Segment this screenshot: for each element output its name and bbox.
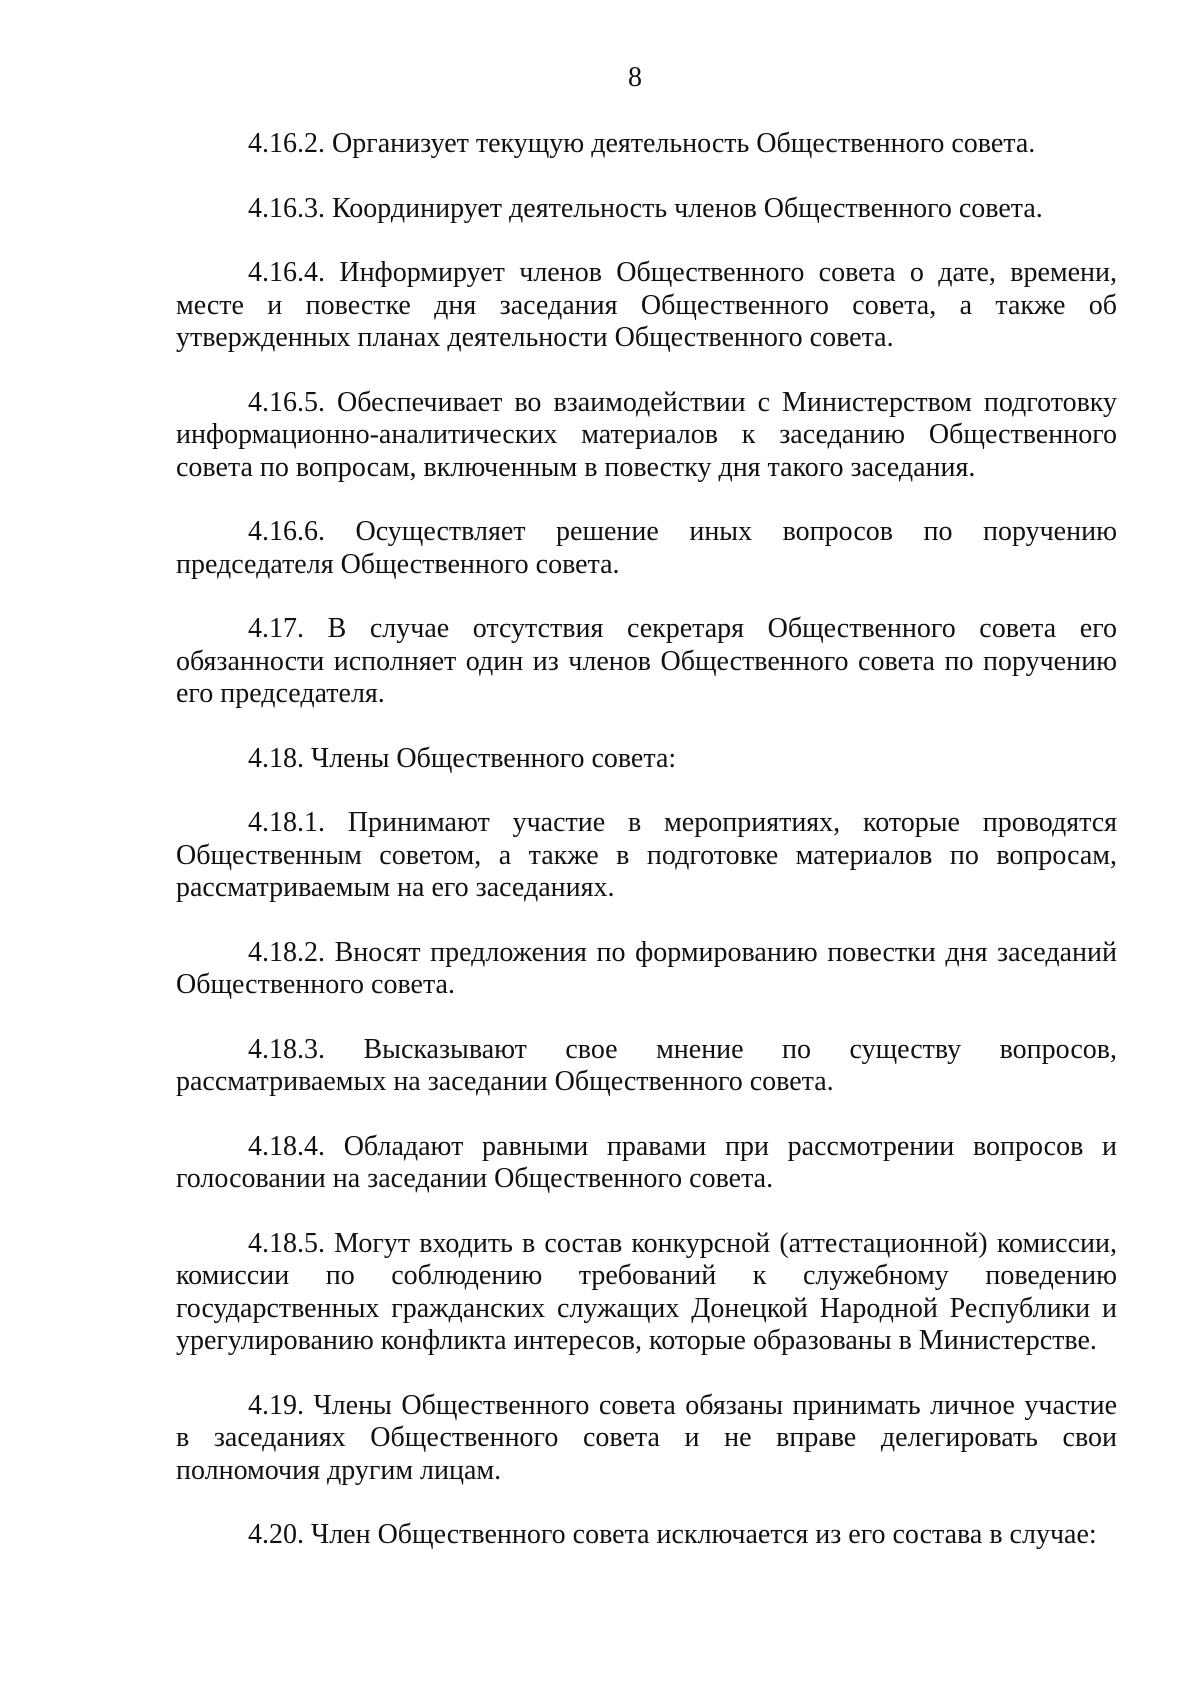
paragraph-4-16-2: 4.16.2. Организует текущую деятельность Общественного совета. (248, 128, 1036, 159)
paragraph-4-18-2: 4.18.2. Вносят предложения по формированию повестки дня заседаний Общественного совета. (176, 936, 1117, 1000)
paragraph-4-19: 4.19. Члены Общественного совета обязаны принимать личное участие в заседаниях Общественного совета и не вправе делегировать свои полномочия другим лицам. (176, 1389, 1117, 1486)
paragraph-4-18: 4.18. Члены Общественного совета: (248, 742, 677, 774)
paragraph-4-18-1: 4.18.1. Принимают участие в мероприятиях, которые проводятся Общественным советом, а также в подготовке материалов по вопросам, рассматриваемым на его заседаниях. (176, 807, 1117, 903)
paragraph-4-16-4: 4.16.4. Информирует членов Общественного совета о дате, времени, месте и повестке дня заседания Общественного совета, а также об утвержденных планах деятельности Общественного совета. (176, 257, 1117, 353)
paragraph-4-16-6: 4.16.6. Осуществляет решение иных вопросов по поручению председателя Общественного совета. (176, 516, 1117, 580)
page-number: 8 (628, 62, 642, 93)
paragraph-4-16-3: 4.16.3. Координирует деятельность членов Общественного совета. (248, 192, 1043, 224)
paragraph-4-18-5: 4.18.5. Могут входить в состав конкурсной (аттестационной) комиссии, комиссии по соблюдению требований к служебному поведению государственных гражданских служащих Донецкой Народной Республики и урегулированию конфликта интересов, которые образованы в Министерстве. (176, 1227, 1117, 1356)
paragraph-4-16-5: 4.16.5. Обеспечивает во взаимодействии с Министерством подготовку информационно-аналитических материалов к заседанию Общественного совета по вопросам, включенным в повестку дня такого заседания. (176, 386, 1117, 483)
paragraph-4-18-4: 4.18.4. Обладают равными правами при рассмотрении вопросов и голосовании на заседании Общественного совета. (176, 1130, 1117, 1194)
paragraph-4-20: 4.20. Член Общественного совета исключается из его состава в случае: (248, 1519, 1097, 1550)
document-body (176, 128, 1117, 1584)
paragraph-4-17: 4.17. В случае отсутствия секретаря Общественного совета его обязанности исполняет один из членов Общественного совета по поручению его председателя. (176, 613, 1117, 709)
paragraph-4-18-3: 4.18.3. Высказывают свое мнение по существу вопросов, рассматриваемых на заседании Общественного совета. (176, 1033, 1117, 1097)
